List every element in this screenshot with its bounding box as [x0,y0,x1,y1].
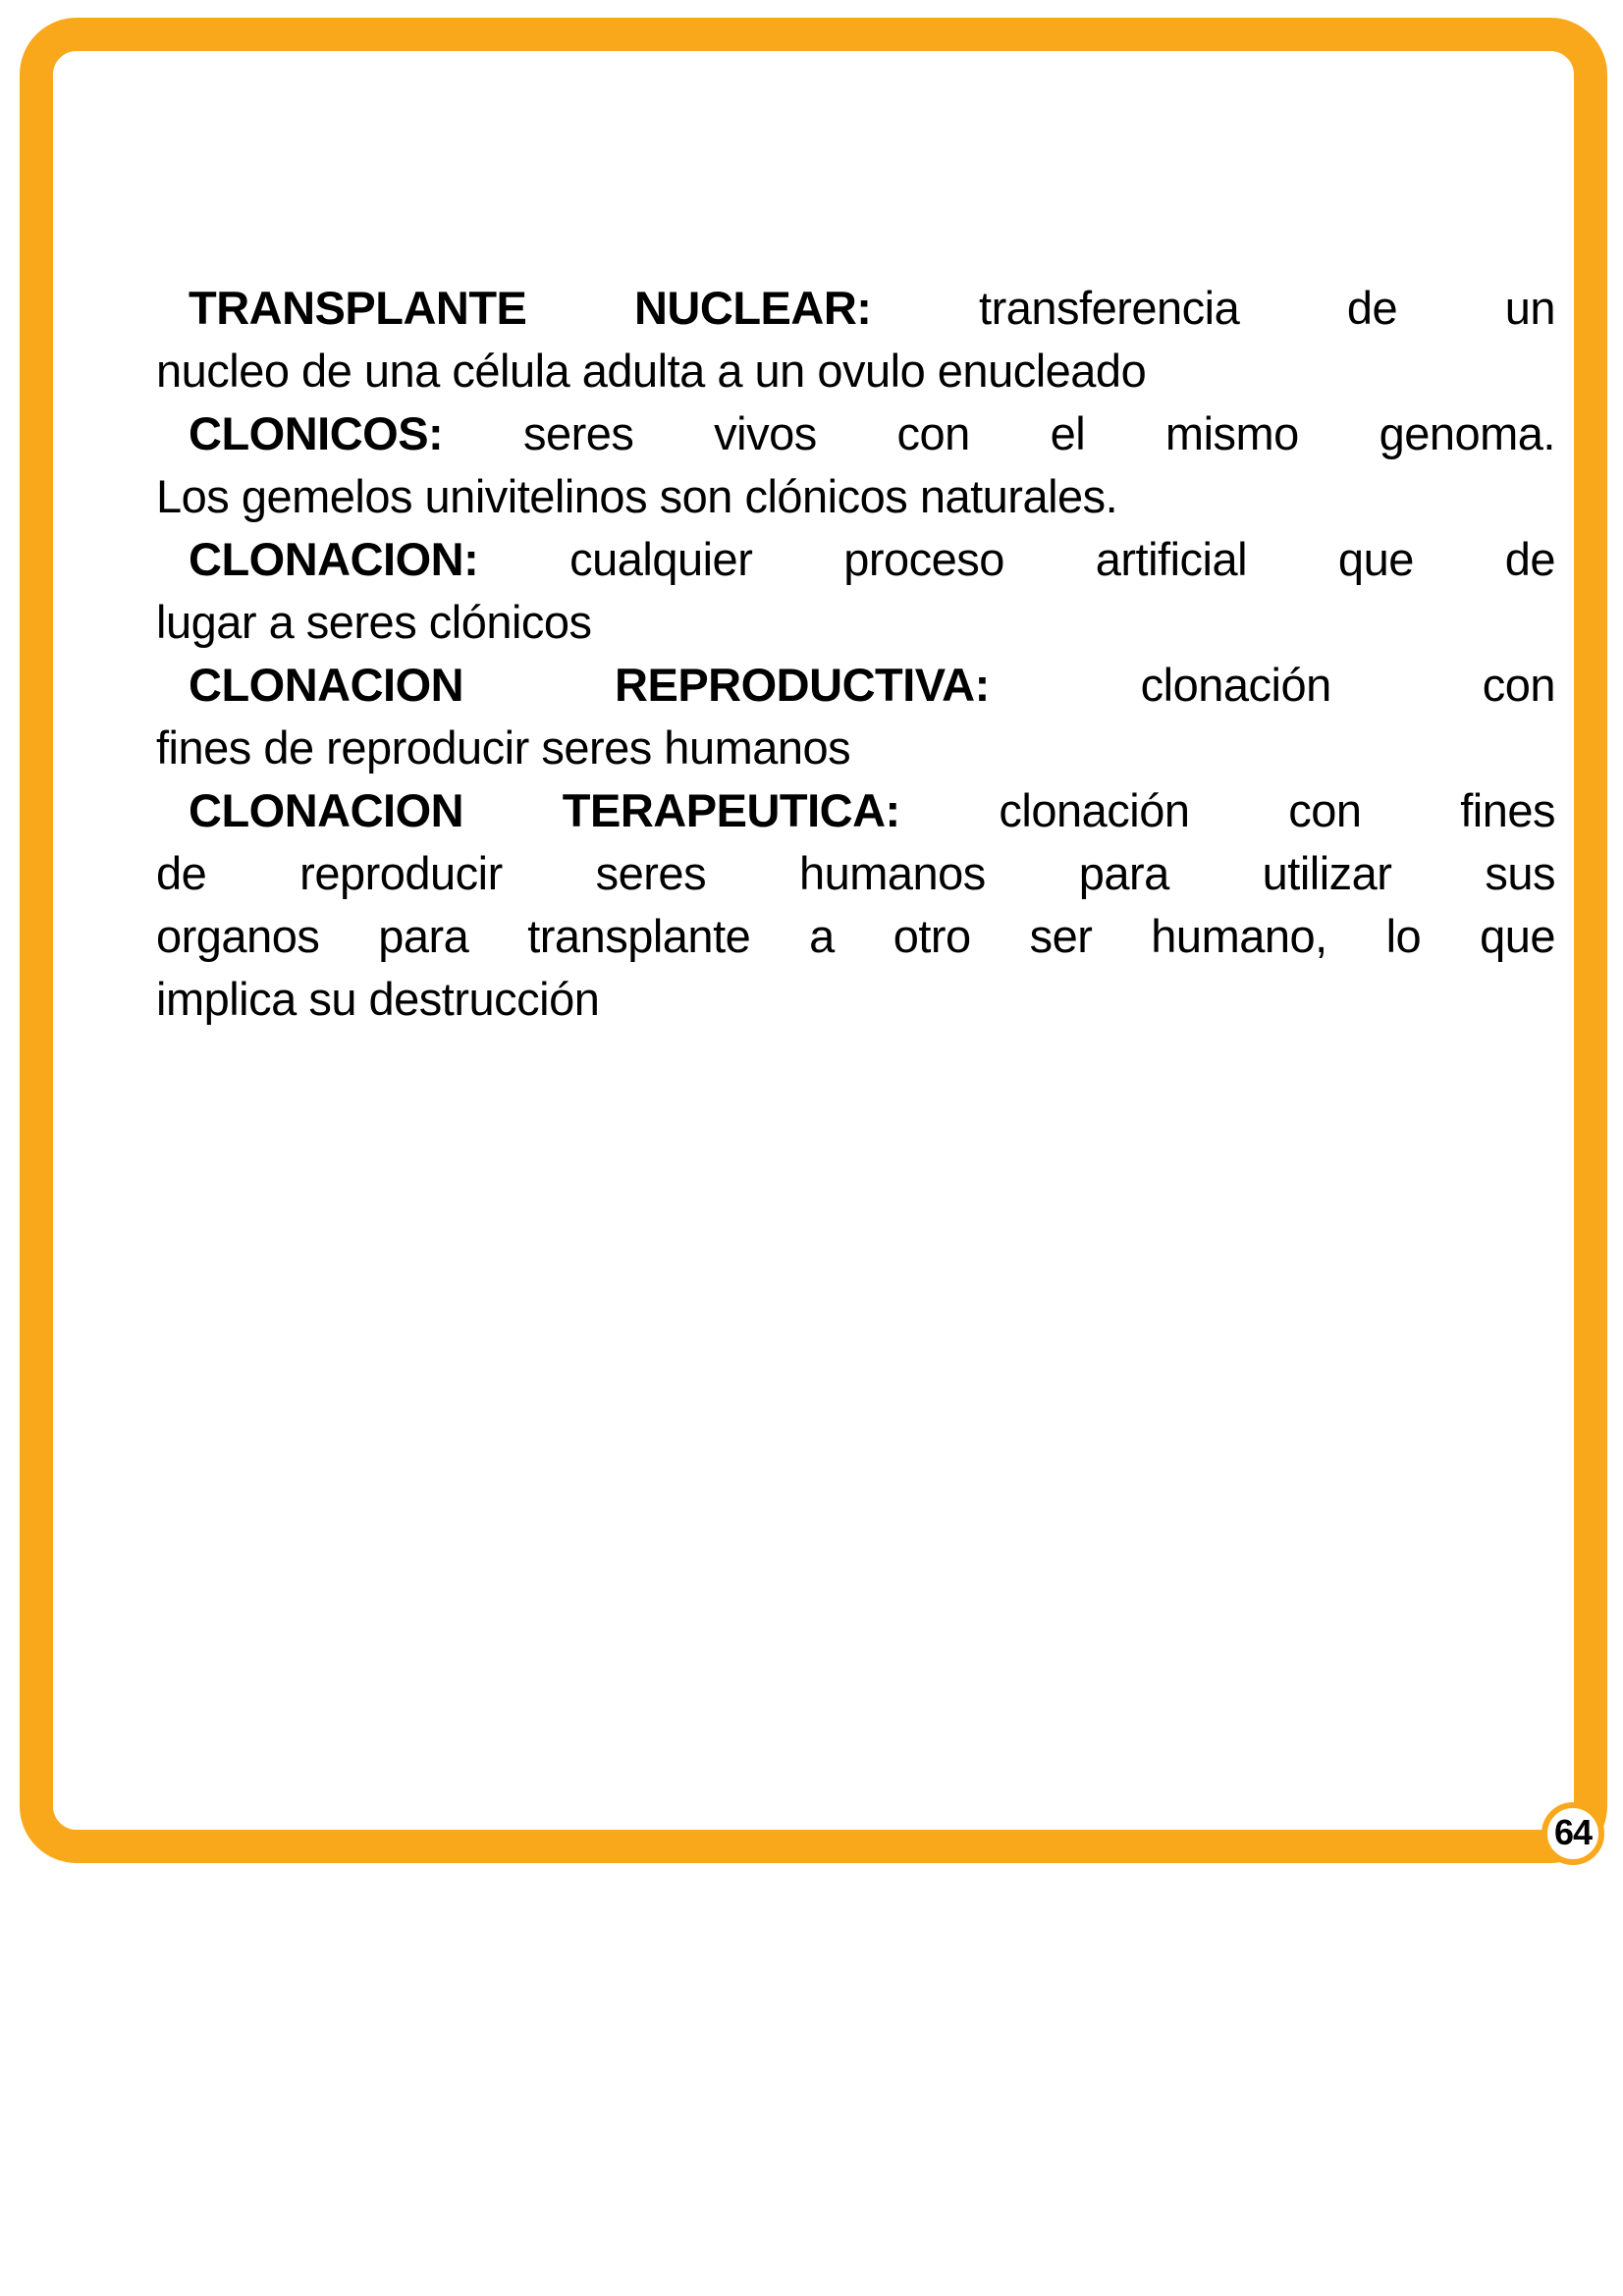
page-number-badge [1542,1802,1604,1865]
text-line [156,905,1555,968]
term-label: CLONICOS: [189,407,444,459]
text-line [156,402,1555,465]
definition-text: lugar a seres clónicos [156,596,592,648]
definition-text: clonación con [989,659,1555,711]
definition-text: de reproducir seres humanos para utilizar sus [156,847,1555,899]
text-line [156,842,1555,905]
text-line [156,277,1555,340]
definition-text: implica su destrucción [156,973,600,1025]
text-line [156,654,1555,717]
page-border-frame [20,18,1607,1863]
text-line [156,717,1555,779]
definitions-text-block [156,277,1555,1031]
definition-text: cualquier proceso artificial que de [478,533,1555,585]
definition-text: nucleo de una célula adulta a un ovulo enucleado [156,345,1147,397]
definition-text: clonación con fines [899,784,1555,836]
definition-text: seres vivos con el mismo genoma. [443,407,1555,459]
page-number: 64 [1553,1812,1593,1852]
text-line [156,340,1555,402]
text-line [156,528,1555,591]
definition-text: fines de reproducir seres humanos [156,721,851,774]
text-line [156,591,1555,654]
term-label: CLONACION REPRODUCTIVA: [189,659,990,711]
term-label: CLONACION: [189,533,479,585]
term-label: CLONACION TERAPEUTICA: [189,784,900,836]
term-label: TRANSPLANTE NUCLEAR: [189,282,872,334]
text-line [156,968,1555,1031]
definition-text: transferencia de un [871,282,1555,334]
text-line [156,465,1555,528]
definition-text: Los gemelos univitelinos son clónicos naturales. [156,470,1118,522]
text-line [156,779,1555,842]
definition-text: organos para transplante a otro ser humano, lo que [156,910,1555,962]
